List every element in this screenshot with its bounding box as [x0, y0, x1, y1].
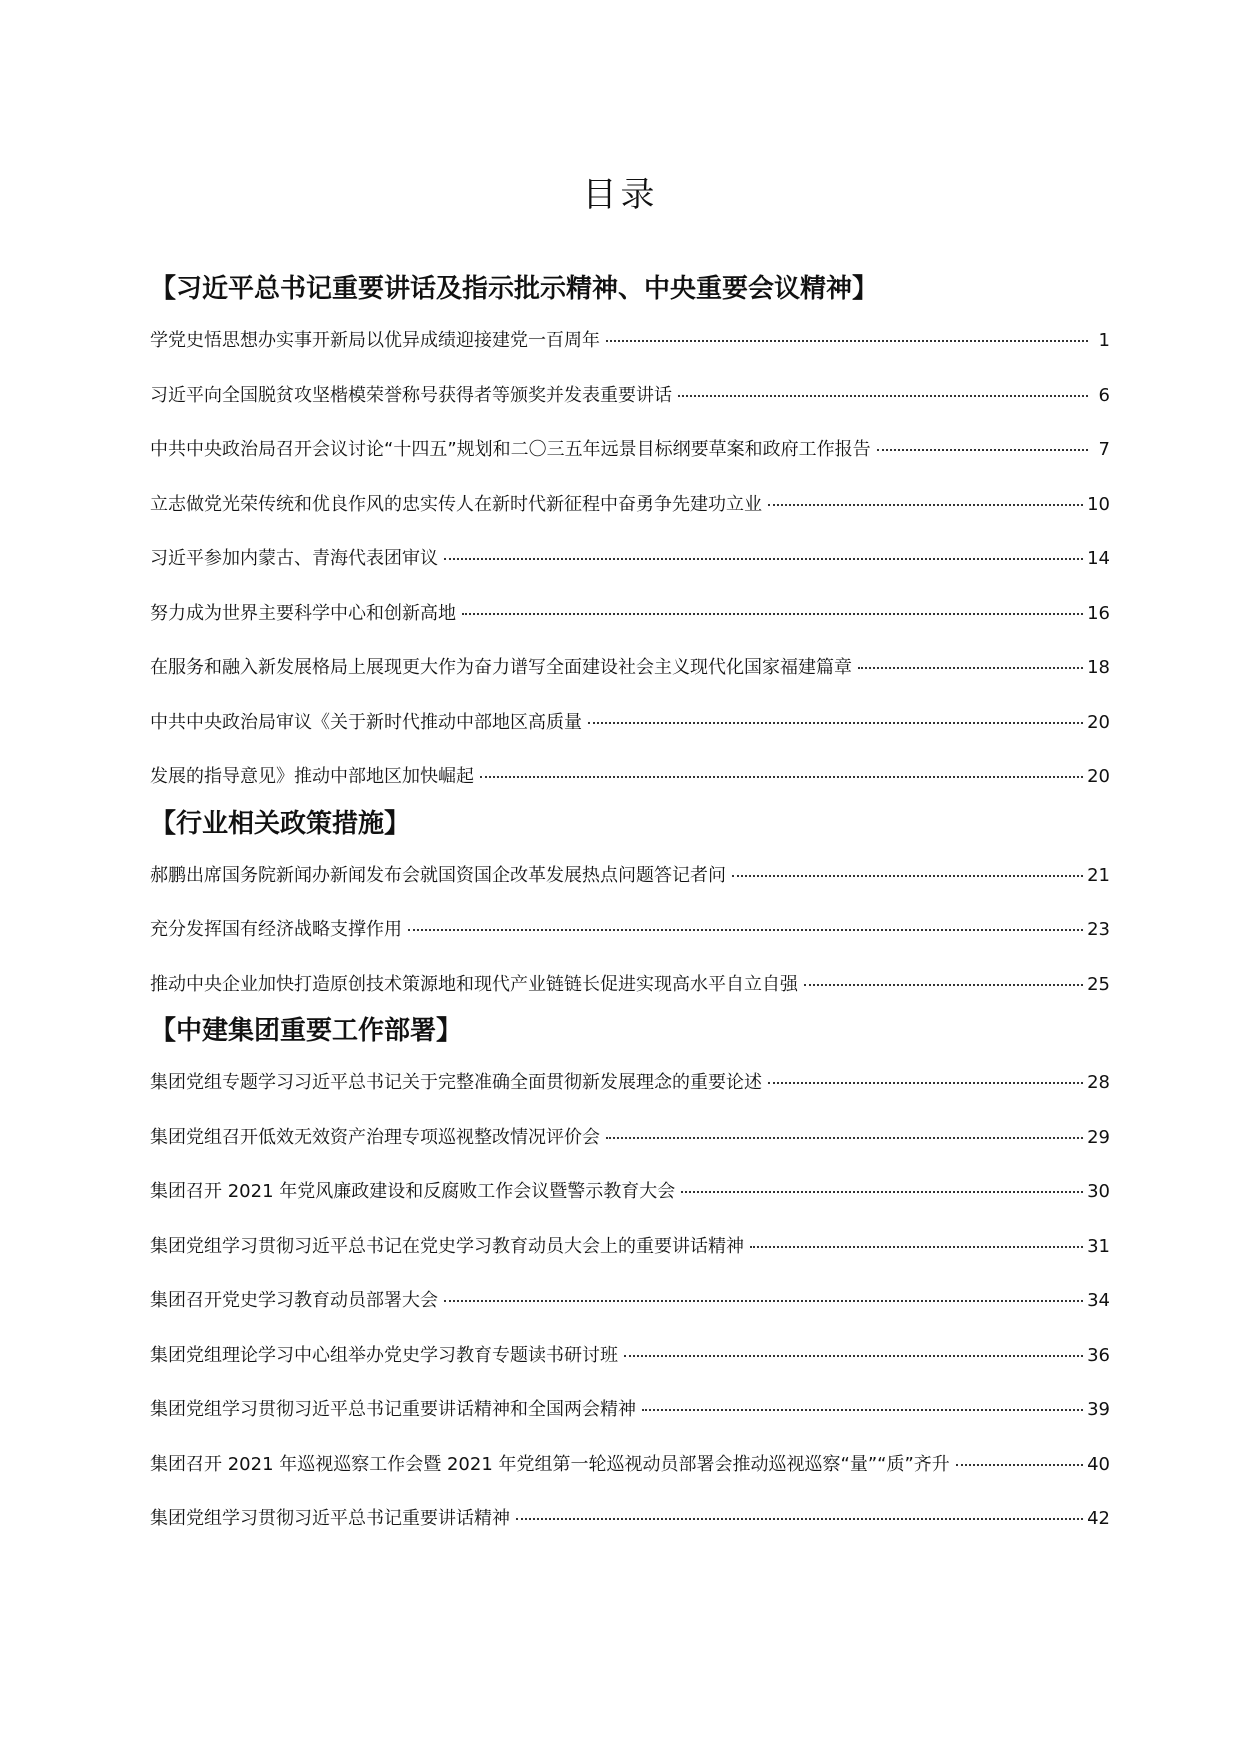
dot-leader — [606, 340, 1088, 342]
dot-leader — [750, 1246, 1083, 1248]
toc-entry[interactable] — [150, 587, 1110, 642]
toc-section-group — [150, 1012, 1110, 1547]
toc-entry[interactable] — [150, 1492, 1110, 1547]
entry-page-number: 34 — [1087, 1290, 1110, 1311]
toc-entry[interactable] — [150, 641, 1110, 696]
dot-leader — [858, 667, 1083, 669]
entry-page-number: 40 — [1087, 1453, 1110, 1475]
toc-entry[interactable] — [150, 1220, 1110, 1275]
section-heading: 【习近平总书记重要讲话及指示批示精神、中央重要会议精神】 — [150, 274, 879, 304]
toc-entry[interactable] — [150, 1383, 1110, 1438]
entry-page-number: 29 — [1087, 1126, 1110, 1148]
dot-leader — [408, 929, 1083, 931]
dot-leader — [588, 722, 1083, 724]
entry-page-number: 25 — [1087, 973, 1110, 995]
entry-title: 集团党组专题学习习近平总书记关于完整准确全面贯彻新发展理念的重要论述 — [150, 1072, 762, 1093]
entry-page-number: 23 — [1087, 919, 1110, 940]
entry-title: 中共中央政治局召开会议讨论“十四五”规划和二〇三五年远景目标纲要草案和政府工作报告 — [150, 439, 871, 460]
entry-page-number: 6 — [1098, 384, 1110, 406]
entry-page-number: 10 — [1087, 493, 1110, 515]
toc-entry[interactable] — [150, 1165, 1110, 1220]
dot-leader — [606, 1137, 1083, 1139]
toc-entry[interactable] — [150, 1329, 1110, 1384]
toc-entry[interactable] — [150, 903, 1110, 958]
toc-entry[interactable] — [150, 696, 1110, 751]
entry-title: 集团党组学习贯彻习近平总书记重要讲话精神和全国两会精神 — [150, 1399, 636, 1420]
dot-leader — [678, 395, 1088, 397]
entry-title: 推动中央企业加快打造原创技术策源地和现代产业链链长促进实现高水平自立自强 — [150, 973, 798, 995]
toc-section-central — [150, 270, 1110, 805]
entry-page-number: 1 — [1098, 330, 1110, 351]
entry-title: 发展的指导意见》推动中部地区加快崛起 — [150, 766, 474, 787]
dot-leader — [480, 776, 1083, 778]
entry-title: 集团召开 2021 年党风廉政建设和反腐败工作会议暨警示教育大会 — [150, 1181, 676, 1202]
dot-leader — [732, 875, 1083, 877]
entry-page-number: 14 — [1087, 548, 1110, 569]
entry-title: 集团党组学习贯彻习近平总书记重要讲话精神 — [150, 1508, 510, 1529]
entry-title: 集团召开党史学习教育动员部署大会 — [150, 1290, 438, 1311]
section-heading: 【中建集团重要工作部署】 — [150, 1016, 463, 1046]
entry-title: 集团召开 2021 年巡视巡察工作会暨 2021 年党组第一轮巡视动员部署会推动巡视巡察“量”“质”齐升 — [150, 1453, 950, 1475]
dot-leader — [768, 1082, 1083, 1084]
entry-page-number: 20 — [1087, 766, 1110, 787]
entry-page-number: 31 — [1087, 1235, 1110, 1257]
entry-page-number: 16 — [1087, 602, 1110, 624]
entry-page-number: 36 — [1087, 1344, 1110, 1366]
entry-title: 习近平向全国脱贫攻坚楷模荣誉称号获得者等颁奖并发表重要讲话 — [150, 384, 672, 406]
entry-page-number: 42 — [1087, 1508, 1110, 1529]
entry-title: 学党史悟思想办实事开新局以优异成绩迎接建党一百周年 — [150, 330, 600, 351]
entry-title: 努力成为世界主要科学中心和创新高地 — [150, 602, 456, 624]
entry-title: 立志做党光荣传统和优良作风的忠实传人在新时代新征程中奋勇争先建功立业 — [150, 493, 762, 515]
entry-title: 在服务和融入新发展格局上展现更大作为奋力谱写全面建设社会主义现代化国家福建篇章 — [150, 657, 852, 678]
entry-page-number: 7 — [1098, 439, 1110, 460]
toc-entry[interactable] — [150, 423, 1110, 478]
entry-page-number: 18 — [1087, 657, 1110, 678]
dot-leader — [642, 1409, 1083, 1411]
entry-page-number: 28 — [1087, 1072, 1110, 1093]
toc-entry[interactable] — [150, 1111, 1110, 1166]
toc-entry[interactable] — [150, 849, 1110, 904]
dot-leader — [877, 449, 1088, 451]
dot-leader — [444, 1300, 1083, 1302]
entry-title: 集团党组理论学习中心组举办党史学习教育专题读书研讨班 — [150, 1344, 618, 1366]
entry-title: 集团党组学习贯彻习近平总书记在党史学习教育动员大会上的重要讲话精神 — [150, 1235, 744, 1257]
toc-entry[interactable] — [150, 1056, 1110, 1111]
entry-page-number: 39 — [1087, 1399, 1110, 1420]
toc-entry[interactable] — [150, 532, 1110, 587]
dot-leader — [768, 504, 1083, 506]
dot-leader — [681, 1191, 1083, 1193]
entry-title: 中共中央政治局审议《关于新时代推动中部地区高质量 — [150, 711, 582, 733]
toc-entry[interactable] — [150, 958, 1110, 1013]
toc-entry[interactable] — [150, 1274, 1110, 1329]
dot-leader — [516, 1518, 1083, 1520]
dot-leader — [956, 1464, 1083, 1466]
entry-title: 习近平参加内蒙古、青海代表团审议 — [150, 548, 438, 569]
table-of-contents — [150, 270, 1110, 1547]
toc-entry[interactable] — [150, 314, 1110, 369]
entry-page-number: 21 — [1087, 864, 1110, 886]
entry-title: 充分发挥国有经济战略支撑作用 — [150, 919, 402, 940]
toc-entry[interactable] — [150, 1438, 1110, 1493]
dot-leader — [444, 558, 1083, 560]
entry-title: 郝鹏出席国务院新闻办新闻发布会就国资国企改革发展热点问题答记者问 — [150, 864, 726, 886]
toc-entry[interactable] — [150, 750, 1110, 805]
toc-entry[interactable] — [150, 369, 1110, 424]
section-heading: 【行业相关政策措施】 — [150, 808, 411, 839]
entry-page-number: 20 — [1087, 711, 1110, 733]
dot-leader — [804, 984, 1083, 986]
dot-leader — [624, 1355, 1083, 1357]
entry-page-number: 30 — [1087, 1181, 1110, 1202]
toc-section-industry — [150, 805, 1110, 1013]
page-title: 目录 — [582, 175, 659, 215]
toc-entry[interactable] — [150, 478, 1110, 533]
dot-leader — [462, 613, 1083, 615]
entry-title: 集团党组召开低效无效资产治理专项巡视整改情况评价会 — [150, 1126, 600, 1148]
